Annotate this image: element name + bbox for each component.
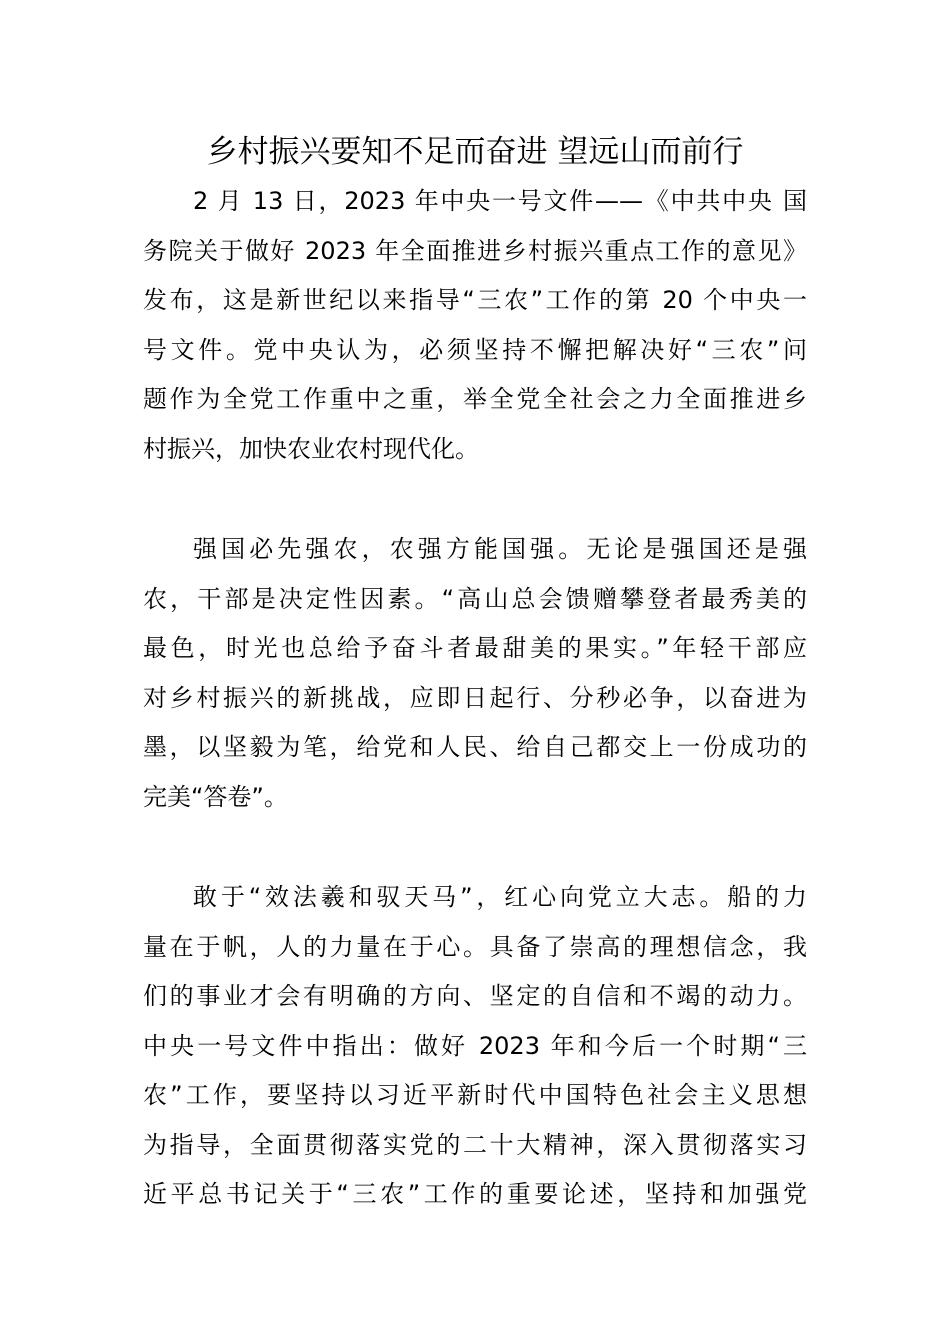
- paragraph-3: [143, 873, 807, 1220]
- paragraph-line: 农”工作，要坚持以习近平新时代中国特色社会主义思想: [143, 1081, 807, 1109]
- paragraph-line: 发布，这是新世纪以来指导“三农”工作的第 20 个中央一: [143, 286, 807, 314]
- paragraph-line: 敢于“效法羲和驭天马”，红心向党立大志。船的力: [193, 883, 807, 911]
- paragraph-line: 2 月 13 日，2023 年中央一号文件——《中共中央 国: [193, 187, 807, 215]
- paragraph-line: 农，干部是决定性因素。“高山总会馈赠攀登者最秀美的: [143, 584, 807, 613]
- paragraph-line: 们的事业才会有明确的方向、坚定的自信和不竭的动力。: [143, 982, 807, 1010]
- paragraph-line: 中央一号文件中指出：做好 2023 年和今后一个时期“三: [143, 1031, 807, 1060]
- paragraph-line: 对乡村振兴的新挑战，应即日起行、分秒必争，以奋进为: [143, 683, 807, 712]
- paragraph-line: 完美“答卷”。: [143, 782, 288, 811]
- paragraph-line: 近平总书记关于“三农”工作的重要论述，坚持和加强党: [143, 1180, 807, 1208]
- paragraph-line: 量在于帆，人的力量在于心。具备了崇高的理想信念，我: [143, 932, 807, 961]
- paragraph-2: [143, 525, 807, 822]
- paragraph-line: 为指导，全面贯彻落实党的二十大精神，深入贯彻落实习: [143, 1130, 807, 1159]
- paragraph-line: 务院关于做好 2023 年全面推进乡村振兴重点工作的意见》: [143, 236, 807, 265]
- document-title: 乡村振兴要知不足而奋进 望远山而前行: [206, 134, 744, 170]
- paragraph-1: [143, 177, 807, 474]
- paragraph-line: 村振兴，加快农业农村现代化。: [143, 434, 479, 463]
- paragraph-line: 号文件。党中央认为，必须坚持不懈把解决好“三农”问: [143, 335, 807, 364]
- paragraph-line: 最色，时光也总给予奋斗者最甜美的果实。”年轻干部应: [143, 634, 807, 662]
- paragraph-line: 墨，以坚毅为笔，给党和人民、给自己都交上一份成功的: [143, 733, 807, 761]
- paragraph-line: 强国必先强农，农强方能国强。无论是强国还是强: [193, 535, 807, 563]
- paragraph-line: 题作为全党工作重中之重，举全党全社会之力全面推进乡: [143, 385, 807, 413]
